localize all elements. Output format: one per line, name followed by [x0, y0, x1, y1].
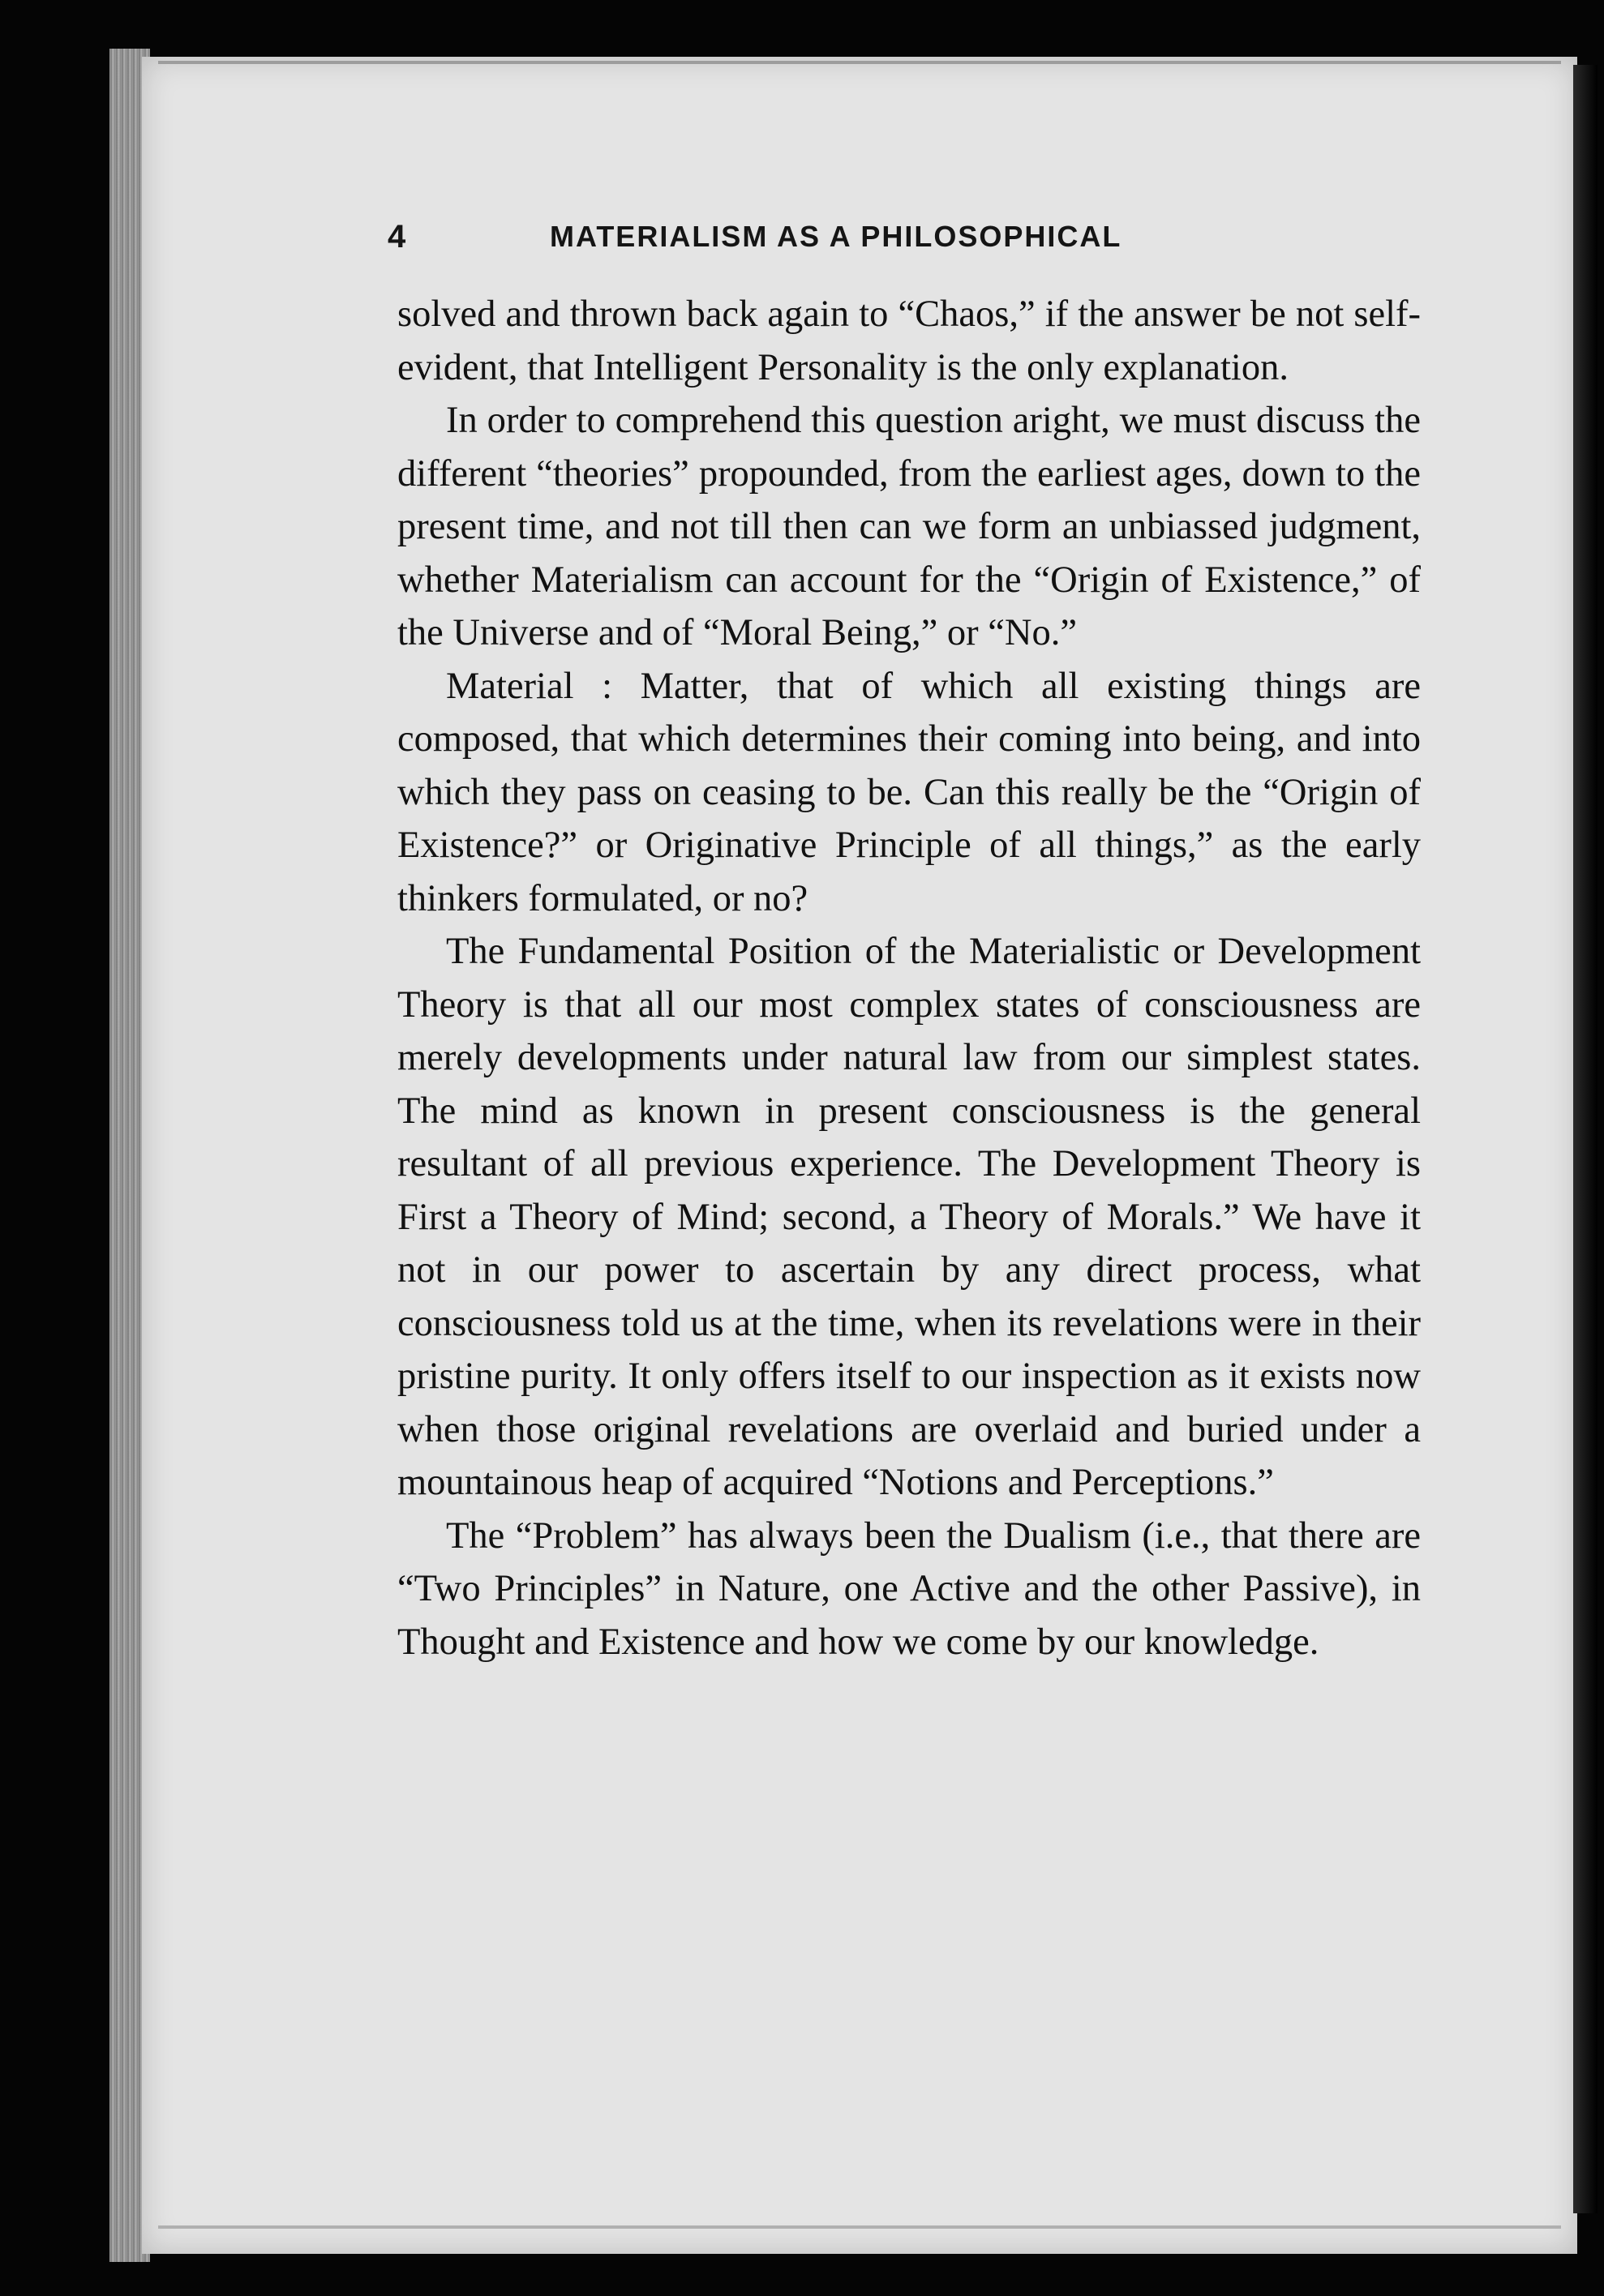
paragraph-material: Material : Matter, that of which all existing things are composed, that which determines their coming into being, and into which they pass on ceasing to be. Can this really be the “Origin of Existence?” or Originative Principle of all things,” as the early thinkers formulated, or no?	[397, 665, 1421, 919]
paragraph-fundamental-position: The Fundamental Position of the Materialistic or Development Theory is that all our most complex states of consciousness are merely developments under natural law from our simplest states. The mind as known in present consciousness is the general resultant of all previous experience. The Development Theory is First a Theory of Mind; second, a Theory of Morals.” We have it not in our power to ascertain by any direct process, what consciousness told us at the time, when its revelations were in their pristine purity. It only offers itself to our inspection as it exists now when those original revelations are overlaid and buried under a mountainous heap of acquired “Notions and Perceptions.”	[397, 931, 1421, 1503]
body-text	[397, 288, 1421, 1668]
page-bottom-edge	[158, 2225, 1561, 2229]
page-top-edge	[158, 61, 1561, 64]
paragraph-problem: The “Problem” has always been the Dualism (i.e., that there are “Two Principles” in Nature, one Active and the other Passive), in Thought and Existence and how we come by our knowledge.	[397, 1514, 1421, 1663]
page-right-shadow	[1573, 65, 1598, 2213]
running-title: MATERIALISM AS A PHILOSOPHICAL	[550, 220, 1122, 253]
paragraph-theories: In order to comprehend this question aright, we must discuss the different “theories” propounded, from the earliest ages, down to the present time, and not till then can we form an unbiassed judgment, whether Materialism can account for the “Origin of Existence,” of the Universe and of “Moral Being,” or “No.”	[397, 400, 1421, 653]
paragraph-continuation: solved and thrown back again to “Chaos,” if the answer be not self-evident, that Intelligent Personality is the only explanation.	[397, 293, 1421, 388]
page-number: 4	[388, 218, 406, 255]
running-head	[388, 212, 1426, 261]
